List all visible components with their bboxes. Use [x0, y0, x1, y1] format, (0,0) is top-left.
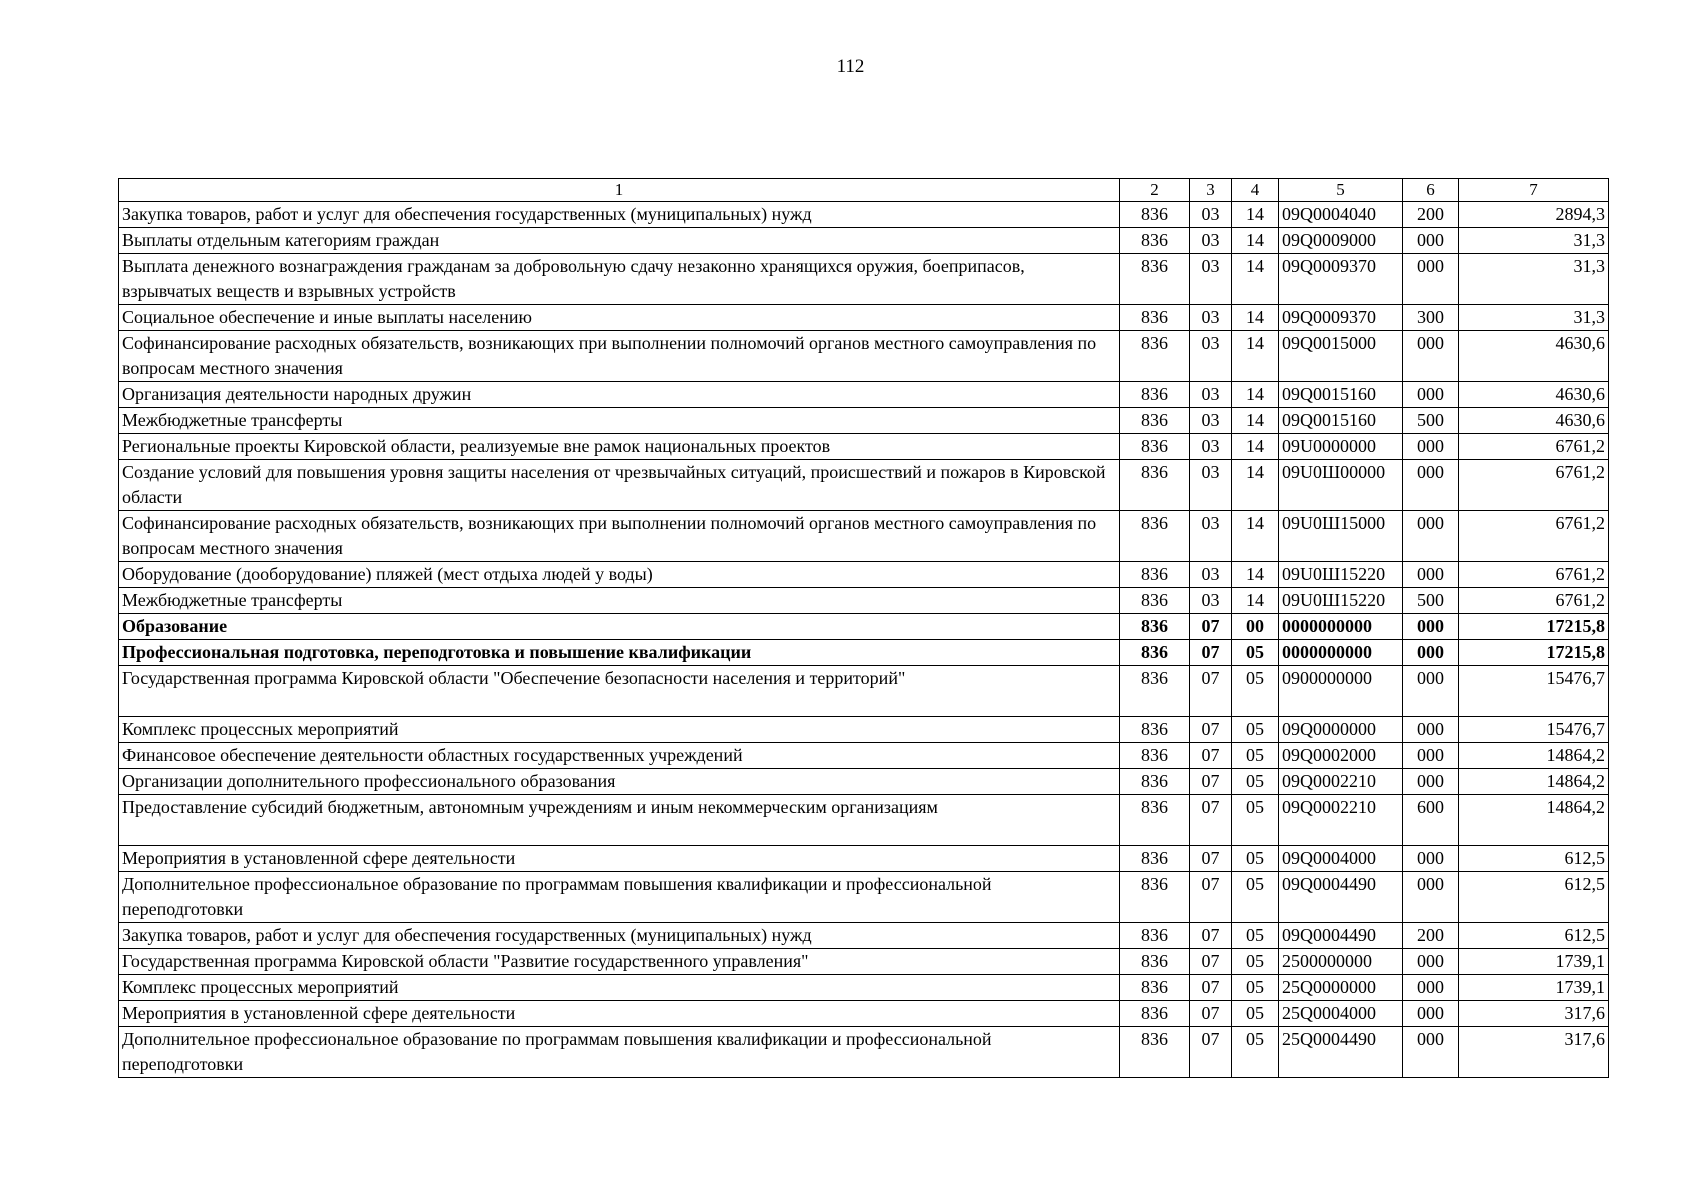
table-row	[119, 460, 1609, 511]
amount-cell: 2894,3	[1459, 202, 1609, 228]
admin-code-cell: 836	[1120, 769, 1190, 795]
table-row	[119, 382, 1609, 408]
section-cell: 03	[1190, 305, 1232, 331]
section-cell: 07	[1190, 1027, 1232, 1078]
table-row	[119, 949, 1609, 975]
subsection-cell: 14	[1232, 588, 1279, 614]
target-article-cell: 0000000000	[1279, 640, 1403, 666]
target-article-cell: 09Q0009000	[1279, 228, 1403, 254]
section-cell: 07	[1190, 949, 1232, 975]
amount-cell: 612,5	[1459, 872, 1609, 923]
target-article-cell: 0900000000	[1279, 666, 1403, 717]
section-cell: 03	[1190, 562, 1232, 588]
table-row	[119, 562, 1609, 588]
amount-cell: 317,6	[1459, 1027, 1609, 1078]
section-cell: 07	[1190, 846, 1232, 872]
section-cell: 03	[1190, 511, 1232, 562]
admin-code-cell: 836	[1120, 202, 1190, 228]
target-article-cell: 2500000000	[1279, 949, 1403, 975]
subsection-cell: 05	[1232, 769, 1279, 795]
target-article-cell: 09Q0004490	[1279, 923, 1403, 949]
subsection-cell: 14	[1232, 460, 1279, 511]
row-name-cell: Мероприятия в установленной сфере деятельности	[119, 1001, 1120, 1027]
table-row	[119, 408, 1609, 434]
subsection-cell: 05	[1232, 872, 1279, 923]
expense-type-cell: 000	[1403, 666, 1459, 717]
section-cell: 07	[1190, 975, 1232, 1001]
row-name-cell: Межбюджетные трансферты	[119, 408, 1120, 434]
target-article-cell: 25Q0004000	[1279, 1001, 1403, 1027]
subsection-cell: 14	[1232, 331, 1279, 382]
amount-cell: 612,5	[1459, 846, 1609, 872]
admin-code-cell: 836	[1120, 228, 1190, 254]
row-name-cell: Закупка товаров, работ и услуг для обеспечения государственных (муниципальных) нужд	[119, 923, 1120, 949]
expense-type-cell: 000	[1403, 1027, 1459, 1078]
admin-code-cell: 836	[1120, 562, 1190, 588]
amount-cell: 31,3	[1459, 254, 1609, 305]
column-header: 6	[1403, 179, 1459, 202]
target-article-cell: 09Q0004490	[1279, 872, 1403, 923]
amount-cell: 6761,2	[1459, 434, 1609, 460]
row-name-cell: Организации дополнительного профессионального образования	[119, 769, 1120, 795]
target-article-cell: 25Q0000000	[1279, 975, 1403, 1001]
subsection-cell: 05	[1232, 1001, 1279, 1027]
table-row	[119, 305, 1609, 331]
subsection-cell: 05	[1232, 1027, 1279, 1078]
subsection-cell: 05	[1232, 949, 1279, 975]
table-row	[119, 795, 1609, 846]
admin-code-cell: 836	[1120, 717, 1190, 743]
section-cell: 03	[1190, 408, 1232, 434]
table-row	[119, 202, 1609, 228]
expense-type-cell: 000	[1403, 511, 1459, 562]
column-header: 1	[119, 179, 1120, 202]
column-header: 3	[1190, 179, 1232, 202]
target-article-cell: 09Q0004040	[1279, 202, 1403, 228]
section-cell: 07	[1190, 666, 1232, 717]
expense-type-cell: 000	[1403, 434, 1459, 460]
admin-code-cell: 836	[1120, 640, 1190, 666]
expense-type-cell: 000	[1403, 460, 1459, 511]
expense-type-cell: 000	[1403, 949, 1459, 975]
subsection-cell: 05	[1232, 640, 1279, 666]
admin-code-cell: 836	[1120, 846, 1190, 872]
row-name-cell: Софинансирование расходных обязательств, возникающих при выполнении полномочий органов местного самоуправления по вопросам местного значения	[119, 511, 1120, 562]
target-article-cell: 25Q0004490	[1279, 1027, 1403, 1078]
subsection-cell: 14	[1232, 434, 1279, 460]
section-cell: 07	[1190, 795, 1232, 846]
row-name-cell: Закупка товаров, работ и услуг для обеспечения государственных (муниципальных) нужд	[119, 202, 1120, 228]
admin-code-cell: 836	[1120, 795, 1190, 846]
admin-code-cell: 836	[1120, 666, 1190, 717]
section-cell: 03	[1190, 460, 1232, 511]
target-article-cell: 09Q0015000	[1279, 331, 1403, 382]
expense-type-cell: 000	[1403, 562, 1459, 588]
admin-code-cell: 836	[1120, 305, 1190, 331]
subsection-cell: 05	[1232, 666, 1279, 717]
section-cell: 03	[1190, 434, 1232, 460]
subsection-cell: 05	[1232, 795, 1279, 846]
table-row	[119, 511, 1609, 562]
table-row	[119, 666, 1609, 717]
expense-type-cell: 000	[1403, 254, 1459, 305]
expense-type-cell: 000	[1403, 1001, 1459, 1027]
admin-code-cell: 836	[1120, 743, 1190, 769]
row-name-cell: Дополнительное профессиональное образование по программам повышения квалификации и профессиональной переподготовки	[119, 872, 1120, 923]
amount-cell: 4630,6	[1459, 408, 1609, 434]
target-article-cell: 09Q0015160	[1279, 408, 1403, 434]
budget-table	[118, 178, 1609, 1078]
admin-code-cell: 836	[1120, 1001, 1190, 1027]
row-name-cell: Оборудование (дооборудование) пляжей (мест отдыха людей у воды)	[119, 562, 1120, 588]
page-number: 112	[836, 56, 865, 77]
section-cell: 03	[1190, 382, 1232, 408]
amount-cell: 15476,7	[1459, 666, 1609, 717]
amount-cell: 1739,1	[1459, 975, 1609, 1001]
target-article-cell: 09U0Ш15000	[1279, 511, 1403, 562]
subsection-cell: 14	[1232, 305, 1279, 331]
subsection-cell: 05	[1232, 743, 1279, 769]
target-article-cell: 0000000000	[1279, 614, 1403, 640]
admin-code-cell: 836	[1120, 949, 1190, 975]
column-header: 7	[1459, 179, 1609, 202]
row-name-cell: Региональные проекты Кировской области, реализуемые вне рамок национальных проектов	[119, 434, 1120, 460]
row-name-cell: Комплекс процессных мероприятий	[119, 717, 1120, 743]
subsection-cell: 05	[1232, 717, 1279, 743]
expense-type-cell: 500	[1403, 588, 1459, 614]
table-body	[119, 202, 1609, 1078]
amount-cell: 317,6	[1459, 1001, 1609, 1027]
amount-cell: 4630,6	[1459, 331, 1609, 382]
table-row	[119, 228, 1609, 254]
target-article-cell: 09U0000000	[1279, 434, 1403, 460]
subsection-cell: 00	[1232, 614, 1279, 640]
column-header: 2	[1120, 179, 1190, 202]
subsection-cell: 14	[1232, 511, 1279, 562]
target-article-cell: 09Q0002210	[1279, 795, 1403, 846]
amount-cell: 6761,2	[1459, 460, 1609, 511]
row-name-cell: Социальное обеспечение и иные выплаты населению	[119, 305, 1120, 331]
expense-type-cell: 000	[1403, 640, 1459, 666]
section-cell: 03	[1190, 588, 1232, 614]
admin-code-cell: 836	[1120, 408, 1190, 434]
admin-code-cell: 836	[1120, 923, 1190, 949]
target-article-cell: 09Q0002210	[1279, 769, 1403, 795]
row-name-cell: Мероприятия в установленной сфере деятельности	[119, 846, 1120, 872]
row-name-cell: Профессиональная подготовка, переподготовка и повышение квалификации	[119, 640, 1120, 666]
table-row	[119, 434, 1609, 460]
subsection-cell: 05	[1232, 975, 1279, 1001]
section-cell: 03	[1190, 202, 1232, 228]
table-row	[119, 331, 1609, 382]
row-name-cell: Выплаты отдельным категориям граждан	[119, 228, 1120, 254]
expense-type-cell: 200	[1403, 202, 1459, 228]
admin-code-cell: 836	[1120, 382, 1190, 408]
admin-code-cell: 836	[1120, 872, 1190, 923]
row-name-cell: Государственная программа Кировской области "Обеспечение безопасности населения и территорий"	[119, 666, 1120, 717]
section-cell: 07	[1190, 769, 1232, 795]
row-name-cell: Финансовое обеспечение деятельности областных государственных учреждений	[119, 743, 1120, 769]
expense-type-cell: 000	[1403, 228, 1459, 254]
subsection-cell: 14	[1232, 382, 1279, 408]
amount-cell: 14864,2	[1459, 743, 1609, 769]
amount-cell: 17215,8	[1459, 640, 1609, 666]
admin-code-cell: 836	[1120, 614, 1190, 640]
row-name-cell: Комплекс процессных мероприятий	[119, 975, 1120, 1001]
expense-type-cell: 000	[1403, 769, 1459, 795]
expense-type-cell: 000	[1403, 382, 1459, 408]
target-article-cell: 09U0Ш00000	[1279, 460, 1403, 511]
admin-code-cell: 836	[1120, 254, 1190, 305]
table-row	[119, 872, 1609, 923]
section-cell: 07	[1190, 640, 1232, 666]
expense-type-cell: 000	[1403, 331, 1459, 382]
amount-cell: 31,3	[1459, 228, 1609, 254]
expense-type-cell: 000	[1403, 717, 1459, 743]
target-article-cell: 09U0Ш15220	[1279, 562, 1403, 588]
amount-cell: 6761,2	[1459, 511, 1609, 562]
expense-type-cell: 000	[1403, 872, 1459, 923]
amount-cell: 14864,2	[1459, 795, 1609, 846]
subsection-cell: 14	[1232, 562, 1279, 588]
target-article-cell: 09Q0002000	[1279, 743, 1403, 769]
expense-type-cell: 500	[1403, 408, 1459, 434]
table-row	[119, 717, 1609, 743]
row-name-cell: Государственная программа Кировской области "Развитие государственного управления"	[119, 949, 1120, 975]
column-header: 4	[1232, 179, 1279, 202]
target-article-cell: 09U0Ш15220	[1279, 588, 1403, 614]
subsection-cell: 05	[1232, 846, 1279, 872]
amount-cell: 17215,8	[1459, 614, 1609, 640]
row-name-cell: Создание условий для повышения уровня защиты населения от чрезвычайных ситуаций, происшествий и пожаров в Кировской области	[119, 460, 1120, 511]
section-cell: 03	[1190, 331, 1232, 382]
target-article-cell: 09Q0009370	[1279, 305, 1403, 331]
table-row	[119, 640, 1609, 666]
row-name-cell: Софинансирование расходных обязательств, возникающих при выполнении полномочий органов местного самоуправления по вопросам местного значения	[119, 331, 1120, 382]
section-cell: 07	[1190, 717, 1232, 743]
table-row	[119, 588, 1609, 614]
section-cell: 07	[1190, 614, 1232, 640]
row-name-cell: Предоставление субсидий бюджетным, автономным учреждениям и иным некоммерческим организациям	[119, 795, 1120, 846]
expense-type-cell: 300	[1403, 305, 1459, 331]
expense-type-cell: 000	[1403, 846, 1459, 872]
amount-cell: 4630,6	[1459, 382, 1609, 408]
target-article-cell: 09Q0000000	[1279, 717, 1403, 743]
target-article-cell: 09Q0009370	[1279, 254, 1403, 305]
table-row	[119, 254, 1609, 305]
section-cell: 03	[1190, 254, 1232, 305]
expense-type-cell: 000	[1403, 614, 1459, 640]
expense-type-cell: 000	[1403, 743, 1459, 769]
amount-cell: 1739,1	[1459, 949, 1609, 975]
admin-code-cell: 836	[1120, 434, 1190, 460]
table-row	[119, 846, 1609, 872]
row-name-cell: Выплата денежного вознаграждения гражданам за добровольную сдачу незаконно хранящихся оружия, боеприпасов, взрывчатых веществ и взрывных устройств	[119, 254, 1120, 305]
row-name-cell: Дополнительное профессиональное образование по программам повышения квалификации и профессиональной переподготовки	[119, 1027, 1120, 1078]
header-row	[119, 179, 1609, 202]
table-row	[119, 923, 1609, 949]
row-name-cell: Организация деятельности народных дружин	[119, 382, 1120, 408]
table-row	[119, 743, 1609, 769]
table-row	[119, 614, 1609, 640]
amount-cell: 31,3	[1459, 305, 1609, 331]
section-cell: 07	[1190, 923, 1232, 949]
amount-cell: 6761,2	[1459, 588, 1609, 614]
amount-cell: 14864,2	[1459, 769, 1609, 795]
expense-type-cell: 600	[1403, 795, 1459, 846]
row-name-cell: Межбюджетные трансферты	[119, 588, 1120, 614]
section-cell: 07	[1190, 743, 1232, 769]
row-name-cell: Образование	[119, 614, 1120, 640]
admin-code-cell: 836	[1120, 975, 1190, 1001]
table-row	[119, 975, 1609, 1001]
section-cell: 07	[1190, 1001, 1232, 1027]
admin-code-cell: 836	[1120, 1027, 1190, 1078]
expense-type-cell: 000	[1403, 975, 1459, 1001]
section-cell: 07	[1190, 872, 1232, 923]
amount-cell: 15476,7	[1459, 717, 1609, 743]
subsection-cell: 14	[1232, 254, 1279, 305]
table-row	[119, 1001, 1609, 1027]
target-article-cell: 09Q0004000	[1279, 846, 1403, 872]
target-article-cell: 09Q0015160	[1279, 382, 1403, 408]
subsection-cell: 05	[1232, 923, 1279, 949]
table-row	[119, 1027, 1609, 1078]
admin-code-cell: 836	[1120, 460, 1190, 511]
admin-code-cell: 836	[1120, 588, 1190, 614]
section-cell: 03	[1190, 228, 1232, 254]
subsection-cell: 14	[1232, 202, 1279, 228]
table-row	[119, 769, 1609, 795]
expense-type-cell: 200	[1403, 923, 1459, 949]
admin-code-cell: 836	[1120, 331, 1190, 382]
admin-code-cell: 836	[1120, 511, 1190, 562]
subsection-cell: 14	[1232, 408, 1279, 434]
subsection-cell: 14	[1232, 228, 1279, 254]
column-header: 5	[1279, 179, 1403, 202]
amount-cell: 612,5	[1459, 923, 1609, 949]
amount-cell: 6761,2	[1459, 562, 1609, 588]
